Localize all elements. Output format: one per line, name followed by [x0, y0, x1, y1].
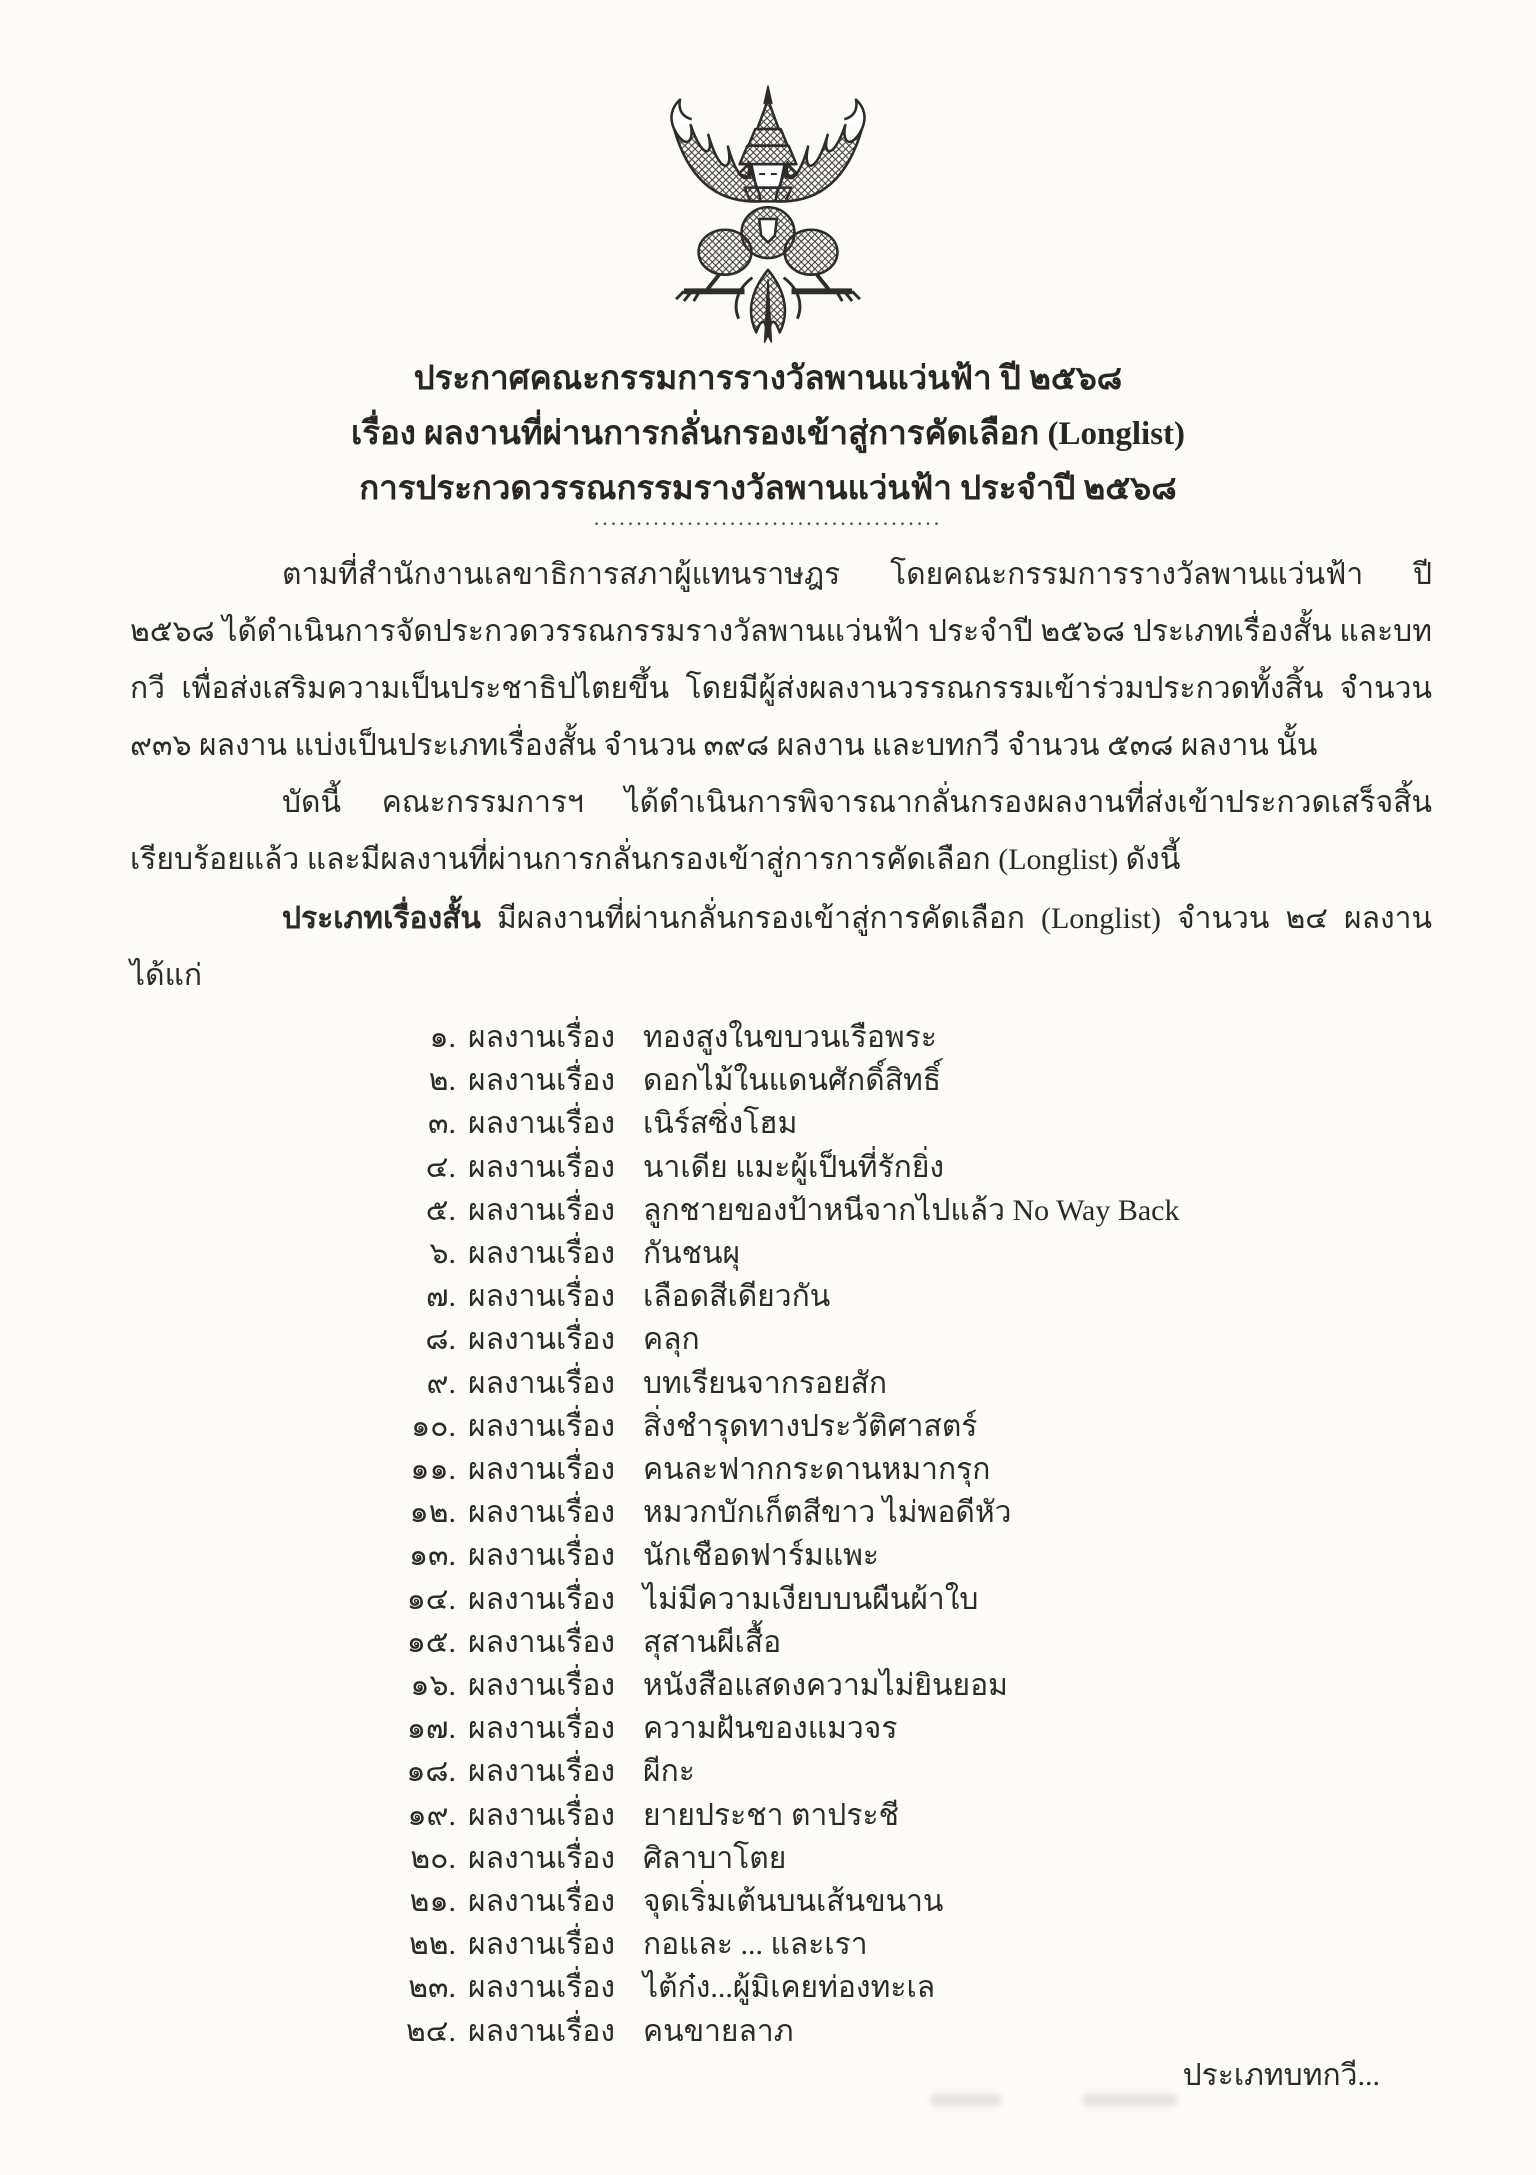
work-number: ๖. — [429, 1237, 456, 1271]
work-row — [374, 1448, 1432, 1491]
header-contest-line: การประกวดวรรณกรรมรางวัลพานแว่นฟ้า ประจำปี ๒๕๖๘ — [359, 471, 1177, 507]
work-row — [374, 1794, 1432, 1837]
work-label: ผลงานเรื่อง — [468, 1064, 615, 1098]
works-list — [374, 1016, 1432, 2053]
work-label: ผลงานเรื่อง — [468, 1366, 615, 1400]
work-title: ความฝันของแมวจร — [643, 1712, 898, 1746]
paragraph-category — [130, 890, 1432, 1004]
work-title: ผีกะ — [643, 1755, 695, 1789]
work-number: ๑๒. — [409, 1496, 456, 1530]
work-number: ๑๖. — [410, 1669, 456, 1703]
work-row — [374, 1016, 1432, 1059]
work-title: สุสานผีเสื้อ — [643, 1625, 782, 1659]
work-number: ๗. — [425, 1280, 456, 1314]
work-row — [374, 1362, 1432, 1405]
scan-smudge — [930, 2094, 1002, 2106]
work-row — [374, 1837, 1432, 1880]
category-description: มีผลงานที่ผ่านกลั่นกรองเข้าสู่การคัดเลือก (Longlist) จำนวน ๒๔ ผลงาน ได้แก่ — [130, 902, 1432, 992]
work-title: นักเชือดฟาร์มแพะ — [643, 1539, 879, 1573]
work-number: ๑๕. — [406, 1625, 456, 1659]
header-subject-line: เรื่อง ผลงานที่ผ่านการกลั่นกรองเข้าสู่การคัดเลือก (Longlist) — [350, 416, 1186, 452]
work-number: ๙. — [426, 1366, 456, 1400]
work-row — [374, 1146, 1432, 1189]
work-label: ผลงานเรื่อง — [468, 1971, 615, 2005]
work-number: ๑. — [429, 1021, 456, 1054]
work-number: ๕. — [425, 1193, 456, 1227]
category-heading: ประเภทเรื่องสั้น — [282, 902, 481, 935]
work-label: ผลงานเรื่อง — [468, 1582, 615, 1616]
work-number: ๒๒. — [408, 1928, 456, 1962]
work-title: หนังสือแสดงความไม่ยินยอม — [643, 1669, 1008, 1703]
work-row — [374, 1923, 1432, 1966]
work-number: ๒. — [428, 1064, 456, 1098]
document-body — [130, 546, 1432, 2053]
work-title: เนิร์สซิ่งโฮม — [643, 1107, 798, 1141]
work-title: ลูกชายของป้าหนีจากไปแล้ว No Way Back — [643, 1193, 1180, 1227]
document-header — [0, 352, 1536, 517]
work-row — [374, 1102, 1432, 1145]
work-label: ผลงานเรื่อง — [468, 1150, 615, 1184]
work-title: ยายประชา ตาประชี — [643, 1798, 899, 1832]
work-number: ๑๔. — [406, 1582, 456, 1616]
work-number: ๒๓. — [408, 1971, 456, 2005]
work-number: ๑๓. — [408, 1539, 456, 1573]
work-number: ๒๑. — [409, 1885, 456, 1919]
work-label: ผลงานเรื่อง — [468, 1021, 615, 1054]
work-label: ผลงานเรื่อง — [468, 1496, 615, 1530]
work-title: ทองสูงในขบวนเรือพระ — [643, 1021, 937, 1054]
work-label: ผลงานเรื่อง — [468, 1885, 615, 1919]
footer-continuation: ประเภทบทกวี... — [1182, 2059, 1380, 2092]
dotted-separator: ......................................... — [593, 505, 943, 530]
work-label: ผลงานเรื่อง — [468, 1841, 615, 1875]
work-number: ๒๐. — [410, 1841, 456, 1875]
work-number: ๑๑. — [410, 1453, 456, 1487]
work-row — [374, 1880, 1432, 1923]
work-label: ผลงานเรื่อง — [468, 1237, 615, 1271]
work-title: จุดเริ่มเต้นบนเส้นขนาน — [643, 1885, 944, 1919]
work-label: ผลงานเรื่อง — [468, 1323, 615, 1357]
work-label: ผลงานเรื่อง — [468, 1625, 615, 1659]
work-number: ๔. — [425, 1150, 456, 1184]
garuda-emblem — [650, 84, 886, 350]
work-label: ผลงานเรื่อง — [468, 1669, 615, 1703]
work-title: คนละฟากกระดานหมากรุก — [643, 1453, 991, 1487]
work-row — [374, 1491, 1432, 1534]
work-number: ๘. — [425, 1323, 456, 1357]
work-row — [374, 1275, 1432, 1318]
work-number: ๑๐. — [411, 1409, 456, 1443]
work-label: ผลงานเรื่อง — [468, 1409, 615, 1443]
work-row — [374, 1707, 1432, 1750]
work-title: คนขายลาภ — [643, 2014, 794, 2048]
work-title: ไม่มีความเงียบบนผืนผ้าใบ — [643, 1582, 979, 1616]
work-title: ศิลาบาโตย — [643, 1841, 787, 1875]
work-label: ผลงานเรื่อง — [468, 1539, 615, 1573]
work-row — [374, 1318, 1432, 1361]
work-label: ผลงานเรื่อง — [468, 2014, 615, 2048]
work-title: หมวกบักเก็ตสีขาว ไม่พอดีหัว — [643, 1496, 1012, 1530]
work-row — [374, 1966, 1432, 2009]
work-label: ผลงานเรื่อง — [468, 1798, 615, 1832]
work-number: ๓. — [427, 1107, 456, 1141]
work-title: บทเรียนจากรอยสัก — [643, 1366, 888, 1400]
work-row — [374, 1578, 1432, 1621]
work-title: ดอกไม้ในแดนศักดิ์สิทธิ์ — [643, 1064, 942, 1098]
work-label: ผลงานเรื่อง — [468, 1107, 615, 1141]
work-number: ๑๘. — [406, 1755, 456, 1789]
work-title: สิ่งชำรุดทางประวัติศาสตร์ — [643, 1409, 978, 1443]
work-title: ไต้ก๋ง...ผู้มิเคยท่องทะเล — [643, 1971, 936, 2005]
work-row — [374, 1059, 1432, 1102]
work-title: กอและ ... และเรา — [643, 1928, 868, 1962]
garuda-emblem-icon — [650, 84, 886, 350]
work-row — [374, 1189, 1432, 1232]
work-label: ผลงานเรื่อง — [468, 1453, 615, 1487]
work-title: คลุก — [643, 1323, 700, 1357]
header-title-line: ประกาศคณะกรรมการรางวัลพานแว่นฟ้า ปี ๒๕๖๘ — [413, 361, 1123, 397]
work-row — [374, 1405, 1432, 1448]
work-number: ๑๙. — [407, 1798, 456, 1832]
work-label: ผลงานเรื่อง — [468, 1193, 615, 1227]
paragraph-background: ตามที่สำนักงานเลขาธิการสภาผู้แทนราษฎร โดยคณะกรรมการรางวัลพานแว่นฟ้า ปี ๒๕๖๘ ได้ดำเนินการจัดประกวดวรรณกรรมรางวัลพานแว่นฟ้า ประจำปี ๒๕๖๘ ประเภทเรื่องสั้น และบทกวี เพื่อส่งเสริมความเป็นประชาธิปไตยขึ้น โดยมีผู้ส่งผลงานวรรณกรรมเข้าร่วมประกวดทั้งสิ้น จำนวน ๙๓๖ ผลงาน แบ่งเป็นประเภทเรื่องสั้น จำนวน ๓๙๘ ผลงาน และบทกวี จำนวน ๕๓๘ ผลงาน นั้น — [130, 558, 1432, 762]
work-row — [374, 1664, 1432, 1707]
work-number: ๑๗. — [406, 1712, 456, 1746]
scan-smudge — [1082, 2094, 1178, 2106]
work-number: ๒๔. — [406, 2014, 456, 2048]
work-title: เลือดสีเดียวกัน — [643, 1280, 831, 1314]
work-row — [374, 1232, 1432, 1275]
work-row — [374, 1750, 1432, 1793]
work-label: ผลงานเรื่อง — [468, 1928, 615, 1962]
work-title: นาเดีย แมะผู้เป็นที่รักยิ่ง — [643, 1150, 945, 1184]
work-title: กันชนผุ — [643, 1237, 741, 1271]
work-row — [374, 1621, 1432, 1664]
work-label: ผลงานเรื่อง — [468, 1712, 615, 1746]
work-label: ผลงานเรื่อง — [468, 1280, 615, 1314]
work-row — [374, 1534, 1432, 1577]
work-label: ผลงานเรื่อง — [468, 1755, 615, 1789]
work-row — [374, 2010, 1432, 2053]
paragraph-result: บัดนี้ คณะกรรมการฯ ได้ดำเนินการพิจารณากลั่นกรองผลงานที่ส่งเข้าประกวดเสร็จสิ้นเรียบร้อยแล้ว และมีผลงานที่ผ่านการกลั่นกรองเข้าสู่การการคัดเลือก (Longlist) ดังนี้ — [130, 786, 1432, 876]
